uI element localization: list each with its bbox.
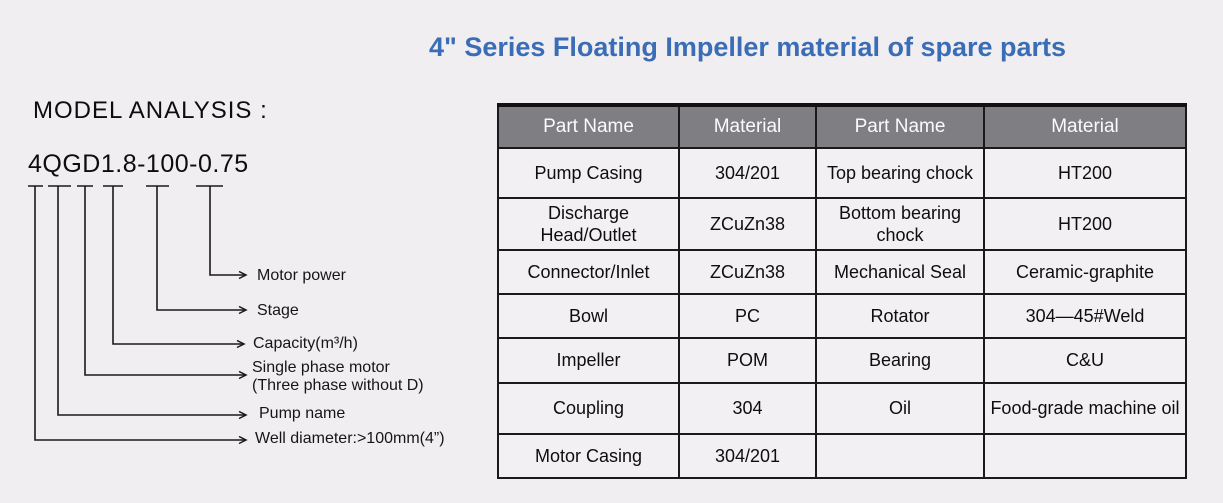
cell-material: ZCuZn38 <box>679 250 816 294</box>
cell-material: POM <box>679 338 816 383</box>
label-single-phase-line2: (Three phase without D) <box>252 377 424 394</box>
table-row <box>498 198 1186 250</box>
cell-material: Food-grade machine oil <box>984 383 1186 434</box>
label-well-diameter: Well diameter:>100mm(4”) <box>255 430 445 447</box>
cell-material: C&U <box>984 338 1186 383</box>
table-row <box>498 294 1186 338</box>
parts-material-table <box>497 103 1187 479</box>
line-motor-power <box>196 186 246 275</box>
cell-material: 304/201 <box>679 148 816 198</box>
cell-part: Bearing <box>816 338 984 383</box>
cell-material-empty <box>984 434 1186 478</box>
header-material-2: Material <box>984 105 1186 148</box>
label-motor-power: Motor power <box>257 267 346 284</box>
model-diagram-lines <box>0 0 520 503</box>
page-title: 4" Series Floating Impeller material of spare parts <box>429 32 1067 62</box>
cell-material: 304 <box>679 383 816 434</box>
cell-part: Motor Casing <box>498 434 679 478</box>
table-row <box>498 434 1186 478</box>
label-single-phase-motor <box>252 359 424 395</box>
model-analysis-heading: MODEL ANALYSIS : <box>33 97 268 124</box>
cell-part-empty <box>816 434 984 478</box>
label-pump-name: Pump name <box>259 405 346 422</box>
cell-part: Rotator <box>816 294 984 338</box>
line-single-phase <box>77 186 246 375</box>
header-part-name-2: Part Name <box>816 105 984 148</box>
label-capacity: Capacity(m³/h) <box>253 335 358 352</box>
table-row <box>498 383 1186 434</box>
cell-part: Coupling <box>498 383 679 434</box>
cell-part: Impeller <box>498 338 679 383</box>
cell-material: ZCuZn38 <box>679 198 816 250</box>
cell-material: 304—45#Weld <box>984 294 1186 338</box>
table-row <box>498 338 1186 383</box>
cell-part: Oil <box>816 383 984 434</box>
cell-material: PC <box>679 294 816 338</box>
header-part-name-1: Part Name <box>498 105 679 148</box>
cell-material: HT200 <box>984 198 1186 250</box>
line-capacity <box>103 186 244 344</box>
cell-material: HT200 <box>984 148 1186 198</box>
cell-material: Ceramic-graphite <box>984 250 1186 294</box>
table-row <box>498 250 1186 294</box>
table-header-row <box>498 105 1186 148</box>
header-material-1: Material <box>679 105 816 148</box>
line-pump-name <box>48 186 246 415</box>
cell-material: 304/201 <box>679 434 816 478</box>
label-single-phase-line1: Single phase motor <box>252 359 390 376</box>
cell-part: Discharge Head/Outlet <box>498 198 679 250</box>
cell-part: Connector/Inlet <box>498 250 679 294</box>
line-stage <box>146 186 246 310</box>
cell-part: Top bearing chock <box>816 148 984 198</box>
line-well-diameter <box>28 186 246 440</box>
cell-part: Pump Casing <box>498 148 679 198</box>
label-stage: Stage <box>257 302 299 319</box>
cell-part: Bowl <box>498 294 679 338</box>
table-row <box>498 148 1186 198</box>
cell-part: Bottom bearing chock <box>816 198 984 250</box>
model-number: 4QGD1.8-100-0.75 <box>28 150 249 178</box>
cell-part: Mechanical Seal <box>816 250 984 294</box>
